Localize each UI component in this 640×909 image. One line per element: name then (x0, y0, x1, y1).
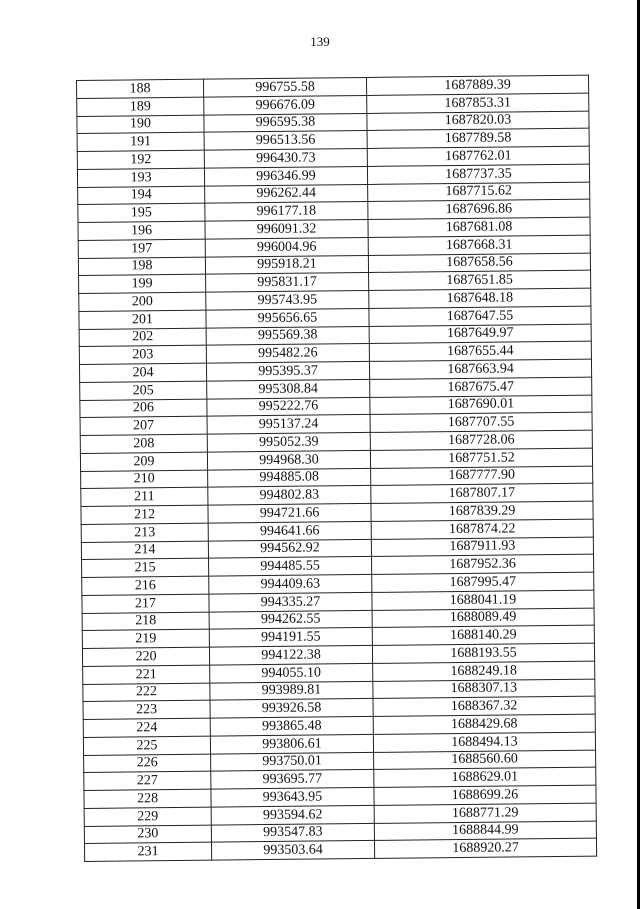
index-cell: 214 (81, 541, 208, 560)
y-coordinate-cell: 1688367.32 (373, 696, 595, 716)
y-coordinate-cell: 1687839.29 (371, 501, 593, 521)
index-cell: 224 (83, 718, 210, 737)
x-coordinate-cell: 994641.66 (208, 521, 371, 540)
y-coordinate-cell: 1687751.52 (370, 448, 592, 468)
y-coordinate-cell: 1687696.86 (368, 199, 590, 219)
y-coordinate-cell: 1688629.01 (374, 767, 596, 787)
y-coordinate-cell: 1687707.55 (370, 412, 592, 432)
index-cell: 218 (82, 612, 209, 631)
index-cell: 205 (80, 381, 207, 400)
y-coordinate-cell: 1688041.19 (372, 590, 594, 610)
y-coordinate-cell: 1687737.35 (367, 164, 589, 184)
y-coordinate-cell: 1687663.94 (369, 359, 591, 379)
y-coordinate-cell: 1687911.93 (371, 537, 593, 557)
index-cell: 200 (79, 292, 206, 311)
index-cell: 216 (82, 576, 209, 595)
x-coordinate-cell: 995831.17 (206, 273, 369, 292)
x-coordinate-cell: 994721.66 (208, 503, 371, 522)
y-coordinate-cell: 1687668.31 (368, 235, 590, 255)
index-cell: 207 (80, 416, 207, 435)
index-cell: 221 (83, 665, 210, 684)
coordinates-table-container (76, 75, 596, 862)
index-cell: 211 (81, 487, 208, 506)
index-cell: 201 (79, 310, 206, 329)
index-cell: 190 (77, 115, 204, 134)
index-cell: 219 (82, 629, 209, 648)
x-coordinate-cell: 996004.96 (205, 237, 368, 256)
x-coordinate-cell: 995395.37 (206, 361, 369, 380)
y-coordinate-cell: 1688193.55 (372, 643, 594, 663)
y-coordinate-cell: 1687715.62 (368, 182, 590, 202)
x-coordinate-cell: 995569.38 (206, 326, 369, 345)
y-coordinate-cell: 1687789.58 (367, 128, 589, 148)
y-coordinate-cell: 1688089.49 (372, 608, 594, 628)
y-coordinate-cell: 1687952.36 (372, 554, 594, 574)
y-coordinate-cell: 1687853.31 (367, 93, 589, 113)
x-coordinate-cell: 996595.38 (204, 113, 367, 132)
x-coordinate-cell: 995482.26 (206, 344, 369, 363)
x-coordinate-cell: 994191.55 (209, 628, 372, 647)
x-coordinate-cell: 993806.61 (210, 734, 373, 753)
y-coordinate-cell: 1687651.85 (369, 270, 591, 290)
index-cell: 196 (78, 221, 205, 240)
index-cell: 223 (83, 700, 210, 719)
y-coordinate-cell: 1688699.26 (374, 785, 596, 805)
index-cell: 222 (83, 683, 210, 702)
y-coordinate-cell: 1687658.56 (368, 253, 590, 273)
x-coordinate-cell: 994802.83 (208, 486, 371, 505)
index-cell: 188 (77, 79, 204, 98)
index-cell: 220 (82, 647, 209, 666)
x-coordinate-cell: 996755.58 (203, 77, 366, 96)
y-coordinate-cell: 1687820.03 (367, 111, 589, 131)
x-coordinate-cell: 994335.27 (209, 592, 372, 611)
x-coordinate-cell: 994968.30 (207, 450, 370, 469)
index-cell: 212 (81, 505, 208, 524)
y-coordinate-cell: 1687874.22 (371, 519, 593, 539)
x-coordinate-cell: 993594.62 (211, 805, 374, 824)
index-cell: 189 (77, 97, 204, 116)
y-coordinate-cell: 1687648.18 (369, 288, 591, 308)
x-coordinate-cell: 996091.32 (205, 219, 368, 238)
y-coordinate-cell: 1688560.60 (374, 750, 596, 770)
index-cell: 228 (84, 789, 211, 808)
index-cell: 191 (77, 132, 204, 151)
x-coordinate-cell: 993643.95 (211, 787, 374, 806)
x-coordinate-cell: 996430.73 (204, 148, 367, 167)
index-cell: 215 (82, 558, 209, 577)
y-coordinate-cell: 1687995.47 (372, 572, 594, 592)
index-cell: 226 (84, 754, 211, 773)
x-coordinate-cell: 994055.10 (210, 663, 373, 682)
y-coordinate-cell: 1687728.06 (370, 430, 592, 450)
x-coordinate-cell: 995308.84 (207, 379, 370, 398)
index-cell: 217 (82, 594, 209, 613)
x-coordinate-cell: 995656.65 (206, 308, 369, 327)
y-coordinate-cell: 1688920.27 (374, 838, 596, 858)
index-cell: 197 (78, 239, 205, 258)
index-cell: 199 (79, 274, 206, 293)
index-cell: 213 (81, 523, 208, 542)
y-coordinate-cell: 1687675.47 (370, 377, 592, 397)
x-coordinate-cell: 996513.56 (204, 131, 367, 150)
page-number: 139 (310, 34, 330, 49)
y-coordinate-cell: 1688140.29 (372, 625, 594, 645)
x-coordinate-cell: 996346.99 (204, 166, 367, 185)
index-cell: 230 (84, 825, 211, 844)
x-coordinate-cell: 993865.48 (210, 716, 373, 735)
index-cell: 208 (80, 434, 207, 453)
index-cell: 225 (83, 736, 210, 755)
x-coordinate-cell: 995222.76 (207, 397, 370, 416)
y-coordinate-cell: 1688249.18 (373, 661, 595, 681)
x-coordinate-cell: 995052.39 (207, 432, 370, 451)
y-coordinate-cell: 1687647.55 (369, 306, 591, 326)
x-coordinate-cell: 996177.18 (205, 202, 368, 221)
x-coordinate-cell: 995743.95 (206, 290, 369, 309)
y-coordinate-cell: 1687681.08 (368, 217, 590, 237)
y-coordinate-cell: 1687889.39 (366, 75, 588, 95)
index-cell: 204 (79, 363, 206, 382)
x-coordinate-cell: 994485.55 (209, 557, 372, 576)
index-cell: 210 (81, 470, 208, 489)
index-cell: 194 (78, 186, 205, 205)
index-cell: 206 (80, 399, 207, 418)
y-coordinate-cell: 1687762.01 (367, 146, 589, 166)
index-cell: 198 (78, 257, 205, 276)
x-coordinate-cell: 993750.01 (211, 752, 374, 771)
index-cell: 203 (79, 345, 206, 364)
y-coordinate-cell: 1687655.44 (369, 341, 591, 361)
x-coordinate-cell: 994562.92 (208, 539, 371, 558)
y-coordinate-cell: 1687649.97 (369, 324, 591, 344)
coordinates-table (76, 75, 597, 862)
x-coordinate-cell: 996262.44 (205, 184, 368, 203)
index-cell: 227 (84, 771, 211, 790)
index-cell: 192 (77, 150, 204, 169)
index-cell: 229 (84, 807, 211, 826)
x-coordinate-cell: 994885.08 (208, 468, 371, 487)
x-coordinate-cell: 994262.55 (209, 610, 372, 629)
index-cell: 193 (77, 168, 204, 187)
y-coordinate-cell: 1688494.13 (373, 732, 595, 752)
x-coordinate-cell: 994122.38 (209, 645, 372, 664)
x-coordinate-cell: 993547.83 (211, 823, 374, 842)
y-coordinate-cell: 1688844.99 (374, 821, 596, 841)
index-cell: 231 (84, 842, 211, 861)
y-coordinate-cell: 1687807.17 (371, 483, 593, 503)
y-coordinate-cell: 1688429.68 (373, 714, 595, 734)
table-body (77, 75, 597, 861)
x-coordinate-cell: 993926.58 (210, 699, 373, 718)
index-cell: 202 (79, 328, 206, 347)
x-coordinate-cell: 993503.64 (211, 841, 374, 860)
y-coordinate-cell: 1687777.90 (371, 466, 593, 486)
x-coordinate-cell: 996676.09 (204, 95, 367, 114)
index-cell: 209 (80, 452, 207, 471)
x-coordinate-cell: 994409.63 (209, 574, 372, 593)
y-coordinate-cell: 1688771.29 (374, 803, 596, 823)
x-coordinate-cell: 993695.77 (211, 770, 374, 789)
index-cell: 195 (78, 203, 205, 222)
x-coordinate-cell: 995137.24 (207, 415, 370, 434)
x-coordinate-cell: 995918.21 (205, 255, 368, 274)
y-coordinate-cell: 1688307.13 (373, 679, 595, 699)
y-coordinate-cell: 1687690.01 (370, 395, 592, 415)
x-coordinate-cell: 993989.81 (210, 681, 373, 700)
